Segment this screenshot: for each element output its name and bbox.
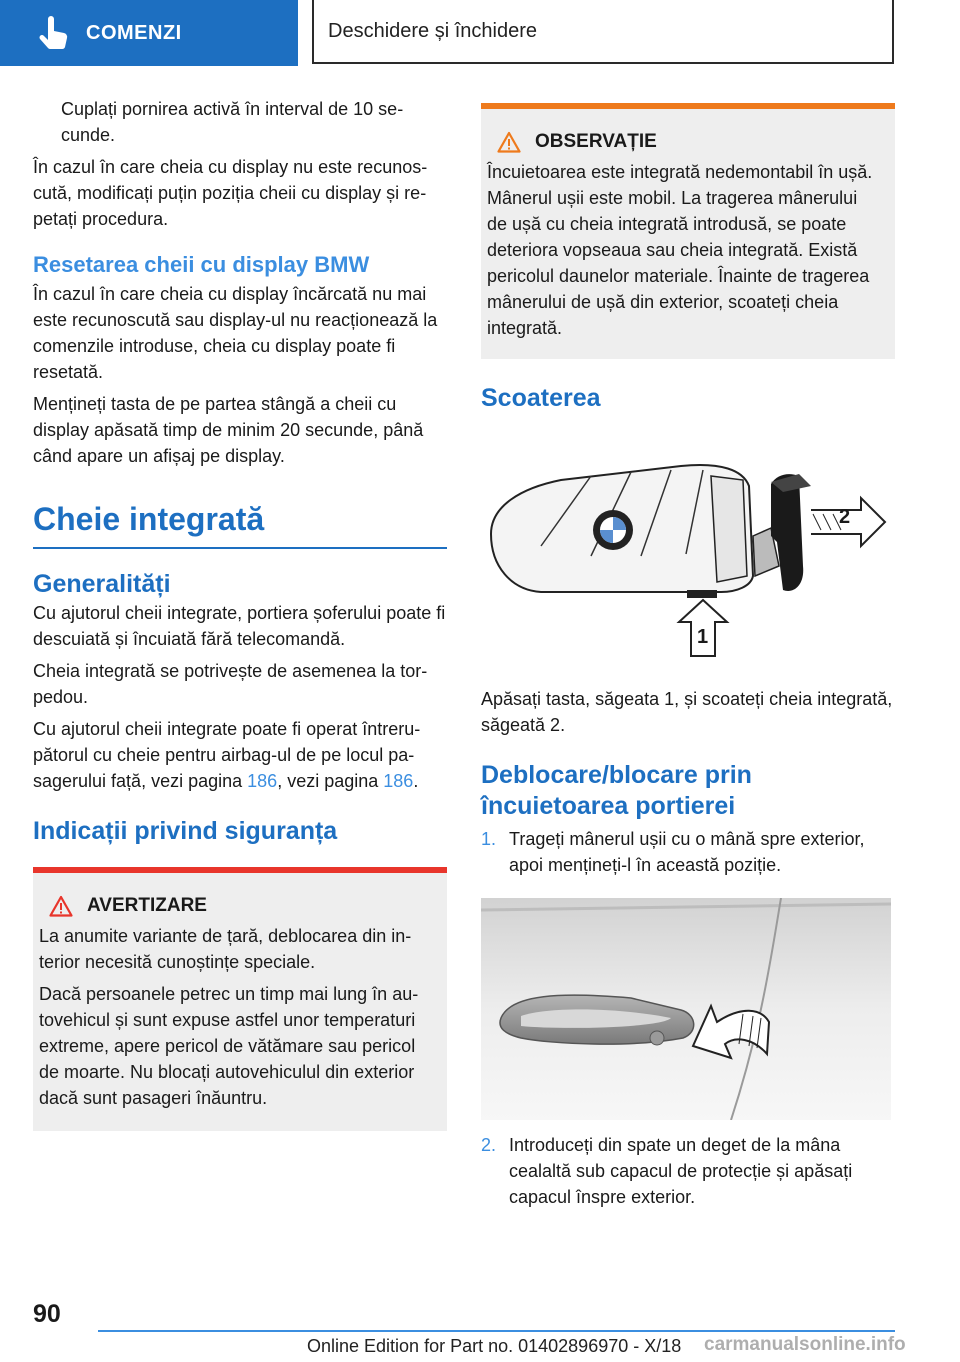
heading-rule — [33, 547, 447, 549]
warning-box — [33, 867, 447, 1131]
reset-heading: Resetarea cheii cu display BMW — [33, 252, 370, 277]
chapter-tab[interactable] — [0, 0, 298, 66]
step-1 — [481, 826, 895, 878]
warning-paragraph-2: Dacă persoanele petrec un timp mai lung în autovehicul și sunt expuse astfel unor temperaturi extreme, apere pericol de vătămare sau pericol de moarte. Nu blocați autovehiculul din exterior dacă sunt pasageri înăuntru. — [39, 984, 419, 1108]
warning-title: AVERTIZARE — [87, 895, 207, 916]
arrow-2-label: 2 — [839, 506, 851, 528]
step-2-number: 2. — [481, 1135, 497, 1155]
general-paragraph-1: Cu ajutorul cheii integrate, portiera șoferului poate fi descuiată și încuiată fără telecomandă. — [33, 603, 446, 649]
not-recognized-paragraph: În cazul în care cheia cu display nu este recunoscută, modificați puțin poziția cheii cu display și repetați procedura. — [33, 157, 428, 229]
reset-paragraph-1: În cazul în care cheia cu display încărcată nu mai este recunoscută sau display-ul nu reacționează la comenzile introduse, cheia cu display poate fi resetată. — [33, 284, 438, 382]
page-link-186[interactable]: 186 — [247, 771, 278, 791]
activate-paragraph: Cuplați pornirea activă în interval de 10 secunde. — [61, 99, 404, 145]
general-heading: Generalități — [33, 570, 171, 598]
left-column — [33, 96, 447, 1131]
general-paragraph-3: Cu ajutorul cheii integrate poate fi operat întrerupătorul cu cheie pentru airbag-ul de pe locul pasagerului față, vezi pagina 186, vezi pagina 186. — [33, 719, 421, 791]
warning-paragraph-1: La anumite variante de țară, deblocarea din interior necesită cunoștințe speciale. — [39, 926, 412, 972]
footer-rule — [98, 1330, 895, 1332]
watermark: carmanualsonline.info — [704, 1334, 906, 1355]
footer-edition: Online Edition for Part no. 01402896970 - X/18 — [307, 1336, 682, 1356]
warning-triangle-icon — [49, 895, 73, 917]
door-handle-illustration — [481, 898, 891, 1120]
notice-triangle-icon — [497, 131, 521, 153]
page-link-186-2[interactable]: 186 — [383, 771, 414, 791]
page-number: 90 — [33, 1300, 61, 1328]
step-2 — [481, 1132, 895, 1210]
key-illustration — [481, 426, 895, 662]
unlock-heading: Deblocare/blocare prin încuietoarea portierei — [481, 761, 752, 820]
hand-pointer-icon — [34, 13, 74, 53]
reset-paragraph-2: Mențineți tasta de pe partea stângă a cheii cu display apăsată timp de minim 20 secunde, până când apare un afișaj pe display. — [33, 394, 424, 466]
chapter-tab-label: COMENZI — [86, 21, 182, 44]
notice-title: OBSERVAȚIE — [535, 131, 657, 152]
general-paragraph-2: Cheia integrată se potrivește de asemenea la torpedou. — [33, 661, 428, 707]
removal-heading: Scoaterea — [481, 384, 601, 412]
integrated-key-heading: Cheie integrată — [33, 501, 265, 537]
step-1-number: 1. — [481, 829, 497, 849]
section-title: Deschidere și închidere — [312, 0, 894, 64]
door-handle-figure — [481, 898, 895, 1120]
safety-heading: Indicații privind siguranța — [33, 817, 338, 845]
notice-paragraph: Încuietoarea este integrată nedemontabil în ușă. Mânerul ușii este mobil. La tragerea mânerului de ușă cu cheia integrată introdusă, se poate deteriora vopseaua sau cheia integrată. Există pericolul daunelor materiale. Înainte de tragerea mânerului de ușă din exterior, scoateți cheia integrată. — [487, 162, 873, 338]
removal-paragraph: Apăsați tasta, săgeata 1, și scoateți cheia integrată, săgeată 2. — [481, 689, 893, 735]
right-column — [481, 103, 895, 1210]
step-1-text: Trageți mânerul ușii cu o mână spre exterior, apoi mențineți-l în această poziție. — [509, 829, 865, 875]
key-removal-figure — [481, 426, 895, 662]
arrow-1-label: 1 — [697, 626, 709, 648]
notice-box — [481, 103, 895, 359]
step-2-text: Introduceți din spate un deget de la mâna cealaltă sub capacul de protecție și apăsați capacul înspre exterior. — [509, 1135, 853, 1207]
